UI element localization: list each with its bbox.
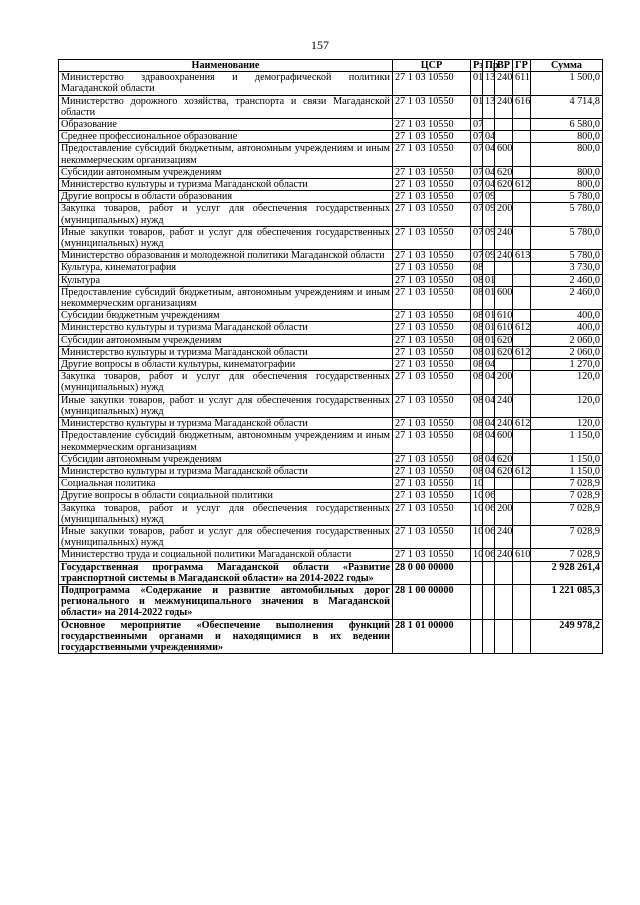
cell-sum: 800,0 <box>531 131 603 143</box>
cell-rz: 08 <box>471 310 483 322</box>
cell-gr <box>513 525 531 548</box>
cell-sum: 2 060,0 <box>531 346 603 358</box>
cell-vr <box>495 584 513 619</box>
cell-vr <box>495 619 513 654</box>
cell-rz: 08 <box>471 465 483 477</box>
cell-name: Субсидии бюджетным учреждениям <box>59 310 393 322</box>
cell-csr: 27 1 03 10550 <box>393 262 471 274</box>
cell-gr: 612 <box>513 322 531 334</box>
cell-rz: 07 <box>471 250 483 262</box>
cell-gr: 612 <box>513 179 531 191</box>
table-row <box>59 478 603 490</box>
cell-pr: 09 <box>483 191 495 203</box>
cell-rz: 08 <box>471 262 483 274</box>
cell-rz: 07 <box>471 119 483 131</box>
cell-pr: 04 <box>483 371 495 394</box>
cell-rz: 08 <box>471 274 483 286</box>
cell-sum: 1 500,0 <box>531 72 603 95</box>
budget-table <box>58 59 603 654</box>
cell-pr <box>483 584 495 619</box>
cell-sum: 7 028,9 <box>531 549 603 561</box>
cell-vr <box>495 191 513 203</box>
table-row <box>59 203 603 226</box>
cell-csr: 27 1 03 10550 <box>393 346 471 358</box>
table-row <box>59 453 603 465</box>
cell-name: Культура <box>59 274 393 286</box>
cell-gr <box>513 430 531 453</box>
cell-name: Субсидии автономным учреждениям <box>59 453 393 465</box>
cell-csr: 27 1 03 10550 <box>393 226 471 249</box>
cell-sum: 5 780,0 <box>531 191 603 203</box>
cell-sum: 2 460,0 <box>531 286 603 309</box>
cell-csr: 27 1 03 10550 <box>393 502 471 525</box>
cell-pr: 04 <box>483 394 495 417</box>
cell-name: Иные закупки товаров, работ и услуг для обеспечения государственных (муниципальных) нужд <box>59 226 393 249</box>
cell-csr: 27 1 03 10550 <box>393 203 471 226</box>
cell-name: Предоставление субсидий бюджетным, автономным учреждениям и иным некоммерческим организациям <box>59 430 393 453</box>
table-row <box>59 191 603 203</box>
cell-sum: 7 028,9 <box>531 478 603 490</box>
cell-vr: 620 <box>495 465 513 477</box>
cell-rz: 10 <box>471 549 483 561</box>
header-gr: ГР <box>513 60 531 72</box>
cell-name: Закупка товаров, работ и услуг для обеспечения государственных (муниципальных) нужд <box>59 371 393 394</box>
cell-vr: 600 <box>495 286 513 309</box>
cell-sum: 800,0 <box>531 179 603 191</box>
cell-vr: 620 <box>495 453 513 465</box>
cell-gr <box>513 359 531 371</box>
cell-rz: 08 <box>471 371 483 394</box>
cell-sum: 1 150,0 <box>531 465 603 477</box>
cell-sum: 7 028,9 <box>531 502 603 525</box>
cell-name: Министерство труда и социальной политики Магаданской области <box>59 549 393 561</box>
cell-name: Другие вопросы в области социальной политики <box>59 490 393 502</box>
cell-rz: 07 <box>471 179 483 191</box>
cell-gr <box>513 119 531 131</box>
cell-csr: 28 1 00 00000 <box>393 584 471 619</box>
cell-name: Министерство культуры и туризма Магаданской области <box>59 322 393 334</box>
table-row <box>59 119 603 131</box>
cell-vr <box>495 274 513 286</box>
table-row <box>59 549 603 561</box>
cell-pr <box>483 478 495 490</box>
cell-sum: 2 060,0 <box>531 334 603 346</box>
cell-gr <box>513 262 531 274</box>
cell-vr: 240 <box>495 95 513 118</box>
cell-csr: 27 1 03 10550 <box>393 334 471 346</box>
cell-gr <box>513 584 531 619</box>
cell-gr <box>513 203 531 226</box>
cell-sum: 120,0 <box>531 371 603 394</box>
cell-csr: 27 1 03 10550 <box>393 310 471 322</box>
cell-gr <box>513 274 531 286</box>
cell-csr: 27 1 03 10550 <box>393 131 471 143</box>
cell-sum: 800,0 <box>531 143 603 166</box>
cell-sum: 1 150,0 <box>531 453 603 465</box>
table-row <box>59 619 603 654</box>
cell-name: Иные закупки товаров, работ и услуг для обеспечения государственных (муниципальных) нужд <box>59 525 393 548</box>
cell-csr: 27 1 03 10550 <box>393 549 471 561</box>
cell-name: Иные закупки товаров, работ и услуг для обеспечения государственных (муниципальных) нужд <box>59 394 393 417</box>
cell-vr <box>495 561 513 584</box>
cell-name: Закупка товаров, работ и услуг для обеспечения государственных (муниципальных) нужд <box>59 203 393 226</box>
cell-sum: 2 928 261,4 <box>531 561 603 584</box>
cell-gr: 613 <box>513 250 531 262</box>
cell-rz: 07 <box>471 191 483 203</box>
cell-vr: 240 <box>495 250 513 262</box>
cell-vr: 600 <box>495 143 513 166</box>
cell-sum: 249 978,2 <box>531 619 603 654</box>
cell-sum: 5 780,0 <box>531 250 603 262</box>
cell-name: Закупка товаров, работ и услуг для обеспечения государственных (муниципальных) нужд <box>59 502 393 525</box>
cell-sum: 120,0 <box>531 394 603 417</box>
cell-sum: 1 270,0 <box>531 359 603 371</box>
table-row <box>59 262 603 274</box>
cell-rz: 08 <box>471 418 483 430</box>
cell-gr <box>513 502 531 525</box>
cell-gr <box>513 394 531 417</box>
cell-vr <box>495 119 513 131</box>
cell-csr: 28 1 01 00000 <box>393 619 471 654</box>
cell-csr: 27 1 03 10550 <box>393 274 471 286</box>
cell-gr: 612 <box>513 346 531 358</box>
cell-gr: 612 <box>513 465 531 477</box>
header-sum: Сумма <box>531 60 603 72</box>
cell-pr <box>483 619 495 654</box>
cell-csr: 27 1 03 10550 <box>393 478 471 490</box>
cell-sum: 400,0 <box>531 310 603 322</box>
cell-rz: 08 <box>471 430 483 453</box>
cell-pr: 04 <box>483 166 495 178</box>
cell-rz: 08 <box>471 359 483 371</box>
cell-gr <box>513 478 531 490</box>
cell-gr <box>513 191 531 203</box>
cell-pr: 09 <box>483 226 495 249</box>
cell-vr <box>495 490 513 502</box>
cell-vr: 200 <box>495 371 513 394</box>
cell-csr: 27 1 03 10550 <box>393 143 471 166</box>
cell-sum: 800,0 <box>531 166 603 178</box>
cell-sum: 400,0 <box>531 322 603 334</box>
table-row <box>59 346 603 358</box>
cell-pr: 04 <box>483 143 495 166</box>
cell-gr <box>513 619 531 654</box>
cell-name: Государственная программа Магаданской области «Развитие транспортной системы в Магаданской области» на 2014-2022 годы» <box>59 561 393 584</box>
table-row <box>59 310 603 322</box>
cell-pr <box>483 119 495 131</box>
cell-rz: 10 <box>471 525 483 548</box>
cell-gr <box>513 561 531 584</box>
cell-pr: 04 <box>483 131 495 143</box>
header-pr: Пр <box>483 60 495 72</box>
cell-pr: 06 <box>483 490 495 502</box>
cell-rz: 07 <box>471 226 483 249</box>
cell-csr: 28 0 00 00000 <box>393 561 471 584</box>
cell-sum: 2 460,0 <box>531 274 603 286</box>
cell-rz: 01 <box>471 95 483 118</box>
cell-name: Подпрограмма «Содержание и развитие автомобильных дорог регионального и межмуниципального значения в Магаданской области» на 2014-2022 годы» <box>59 584 393 619</box>
cell-rz: 07 <box>471 166 483 178</box>
cell-pr: 04 <box>483 453 495 465</box>
cell-vr: 240 <box>495 226 513 249</box>
table-row <box>59 394 603 417</box>
cell-name: Основное мероприятие «Обеспечение выполнения функций государственными органами и находящимися в их ведении государственными учреждениями» <box>59 619 393 654</box>
table-row <box>59 274 603 286</box>
cell-pr: 09 <box>483 203 495 226</box>
cell-name: Социальная политика <box>59 478 393 490</box>
cell-csr: 27 1 03 10550 <box>393 286 471 309</box>
cell-vr: 240 <box>495 394 513 417</box>
table-row <box>59 131 603 143</box>
cell-rz: 08 <box>471 286 483 309</box>
table-row <box>59 561 603 584</box>
cell-name: Министерство культуры и туризма Магаданской области <box>59 418 393 430</box>
cell-sum: 1 221 085,3 <box>531 584 603 619</box>
table-row <box>59 465 603 477</box>
cell-pr: 04 <box>483 179 495 191</box>
cell-csr: 27 1 03 10550 <box>393 490 471 502</box>
cell-vr: 620 <box>495 179 513 191</box>
cell-gr <box>513 166 531 178</box>
cell-pr: 09 <box>483 250 495 262</box>
cell-pr: 04 <box>483 359 495 371</box>
table-row <box>59 322 603 334</box>
cell-gr <box>513 453 531 465</box>
table-header-row <box>59 60 603 72</box>
cell-vr: 620 <box>495 334 513 346</box>
cell-pr: 01 <box>483 286 495 309</box>
cell-vr: 620 <box>495 166 513 178</box>
cell-rz: 10 <box>471 502 483 525</box>
cell-gr: 616 <box>513 95 531 118</box>
header-rz: Рз <box>471 60 483 72</box>
cell-sum: 3 730,0 <box>531 262 603 274</box>
cell-name: Культура, кинематография <box>59 262 393 274</box>
cell-sum: 5 780,0 <box>531 203 603 226</box>
table-row <box>59 490 603 502</box>
cell-vr: 620 <box>495 346 513 358</box>
cell-name: Образование <box>59 119 393 131</box>
cell-gr <box>513 226 531 249</box>
cell-name: Министерство культуры и туризма Магаданской области <box>59 179 393 191</box>
cell-pr: 13 <box>483 95 495 118</box>
cell-gr <box>513 143 531 166</box>
cell-vr: 240 <box>495 72 513 95</box>
cell-pr: 04 <box>483 465 495 477</box>
cell-rz: 07 <box>471 203 483 226</box>
cell-pr: 06 <box>483 549 495 561</box>
cell-name: Министерство дорожного хозяйства, транспорта и связи Магаданской области <box>59 95 393 118</box>
header-csr: ЦСР <box>393 60 471 72</box>
cell-rz: 08 <box>471 453 483 465</box>
cell-rz: 01 <box>471 72 483 95</box>
cell-csr: 27 1 03 10550 <box>393 418 471 430</box>
cell-pr: 04 <box>483 430 495 453</box>
cell-vr: 200 <box>495 502 513 525</box>
cell-rz: 10 <box>471 490 483 502</box>
cell-rz: 08 <box>471 394 483 417</box>
cell-csr: 27 1 03 10550 <box>393 430 471 453</box>
cell-rz: 08 <box>471 322 483 334</box>
table-row <box>59 371 603 394</box>
table-row <box>59 418 603 430</box>
cell-gr <box>513 310 531 322</box>
cell-name: Предоставление субсидий бюджетным, автономным учреждениям и иным некоммерческим организациям <box>59 143 393 166</box>
cell-csr: 27 1 03 10550 <box>393 166 471 178</box>
cell-csr: 27 1 03 10550 <box>393 72 471 95</box>
cell-gr <box>513 286 531 309</box>
cell-pr: 06 <box>483 525 495 548</box>
cell-csr: 27 1 03 10550 <box>393 250 471 262</box>
cell-name: Другие вопросы в области образования <box>59 191 393 203</box>
cell-csr: 27 1 03 10550 <box>393 371 471 394</box>
cell-name: Министерство культуры и туризма Магаданской области <box>59 346 393 358</box>
cell-vr: 610 <box>495 322 513 334</box>
cell-csr: 27 1 03 10550 <box>393 453 471 465</box>
cell-pr <box>483 262 495 274</box>
cell-gr: 610 <box>513 549 531 561</box>
cell-name: Министерство здравоохранения и демографической политики Магаданской области <box>59 72 393 95</box>
cell-rz: 10 <box>471 478 483 490</box>
cell-gr <box>513 490 531 502</box>
table-row <box>59 179 603 191</box>
cell-gr: 612 <box>513 418 531 430</box>
cell-vr: 240 <box>495 418 513 430</box>
table-row <box>59 430 603 453</box>
cell-vr <box>495 262 513 274</box>
cell-pr: 01 <box>483 274 495 286</box>
table-row <box>59 584 603 619</box>
cell-csr: 27 1 03 10550 <box>393 191 471 203</box>
cell-sum: 7 028,9 <box>531 490 603 502</box>
cell-pr <box>483 561 495 584</box>
cell-gr <box>513 371 531 394</box>
cell-csr: 27 1 03 10550 <box>393 465 471 477</box>
table-row <box>59 226 603 249</box>
table-row <box>59 143 603 166</box>
cell-vr: 600 <box>495 430 513 453</box>
cell-gr <box>513 131 531 143</box>
cell-csr: 27 1 03 10550 <box>393 525 471 548</box>
cell-pr: 01 <box>483 310 495 322</box>
cell-sum: 120,0 <box>531 418 603 430</box>
cell-csr: 27 1 03 10550 <box>393 119 471 131</box>
table-row <box>59 95 603 118</box>
cell-pr: 06 <box>483 502 495 525</box>
cell-pr: 04 <box>483 418 495 430</box>
cell-rz <box>471 561 483 584</box>
cell-name: Другие вопросы в области культуры, кинематографии <box>59 359 393 371</box>
cell-name: Субсидии автономным учреждениям <box>59 334 393 346</box>
table-row <box>59 72 603 95</box>
cell-vr <box>495 131 513 143</box>
cell-name: Министерство образования и молодежной политики Магаданской области <box>59 250 393 262</box>
cell-rz <box>471 619 483 654</box>
cell-vr: 610 <box>495 310 513 322</box>
cell-rz: 08 <box>471 346 483 358</box>
cell-sum: 5 780,0 <box>531 226 603 249</box>
table-row <box>59 525 603 548</box>
table-row <box>59 359 603 371</box>
cell-csr: 27 1 03 10550 <box>393 95 471 118</box>
cell-sum: 7 028,9 <box>531 525 603 548</box>
cell-gr: 611 <box>513 72 531 95</box>
cell-sum: 1 150,0 <box>531 430 603 453</box>
cell-rz <box>471 584 483 619</box>
cell-name: Предоставление субсидий бюджетным, автономным учреждениям и иным некоммерческим организациям <box>59 286 393 309</box>
cell-pr: 01 <box>483 334 495 346</box>
cell-rz: 07 <box>471 131 483 143</box>
cell-name: Среднее профессиональное образование <box>59 131 393 143</box>
cell-pr: 01 <box>483 322 495 334</box>
cell-gr <box>513 334 531 346</box>
table-row <box>59 250 603 262</box>
cell-csr: 27 1 03 10550 <box>393 179 471 191</box>
cell-pr: 13 <box>483 72 495 95</box>
header-name: Наименование <box>59 60 393 72</box>
cell-sum: 4 714,8 <box>531 95 603 118</box>
page-number: 157 <box>311 38 329 52</box>
table-row <box>59 286 603 309</box>
cell-vr: 240 <box>495 525 513 548</box>
cell-rz: 07 <box>471 143 483 166</box>
cell-rz: 08 <box>471 334 483 346</box>
table-row <box>59 502 603 525</box>
cell-csr: 27 1 03 10550 <box>393 394 471 417</box>
cell-vr <box>495 359 513 371</box>
cell-pr: 01 <box>483 346 495 358</box>
cell-sum: 6 580,0 <box>531 119 603 131</box>
cell-vr: 240 <box>495 549 513 561</box>
header-vr: ВР <box>495 60 513 72</box>
cell-csr: 27 1 03 10550 <box>393 359 471 371</box>
cell-name: Министерство культуры и туризма Магаданской области <box>59 465 393 477</box>
cell-name: Субсидии автономным учреждениям <box>59 166 393 178</box>
cell-vr: 200 <box>495 203 513 226</box>
table-row <box>59 166 603 178</box>
table-row <box>59 334 603 346</box>
cell-vr <box>495 478 513 490</box>
cell-csr: 27 1 03 10550 <box>393 322 471 334</box>
